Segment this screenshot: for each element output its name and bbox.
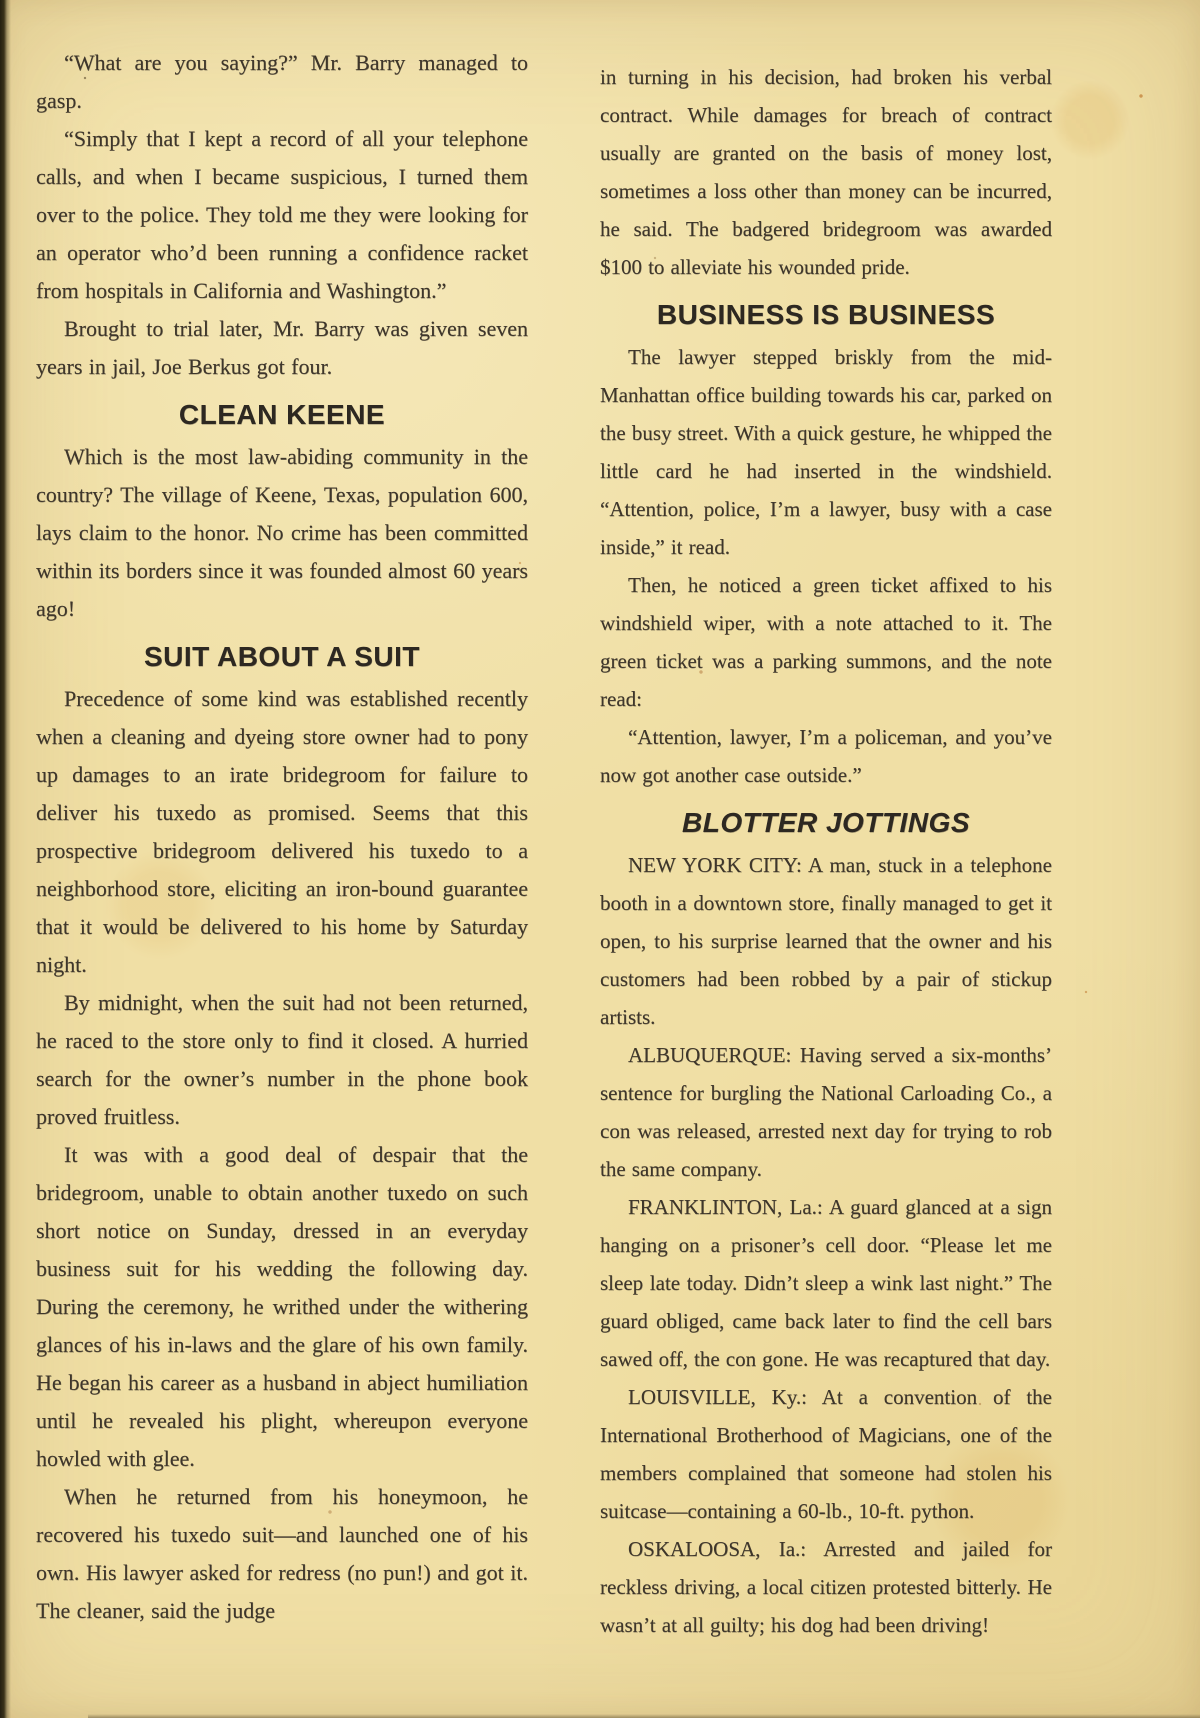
- story-paragraph: It was with a good deal of despair that the bridegroom, unable to obtain another tuxedo on such short notice on Sunday, dressed in an everyday business suit for his wedding the following day. During the ceremony, he writhed under the withering glances of his in-laws and the glare of his own family. He began his career as a husband in abject humiliation until he revealed his plight, whereupon everyone howled with glee.: [36, 1142, 528, 1471]
- story-paragraph: LOUISVILLE, Ky.: At a convention of the International Brotherhood of Magicians, one of the members complained that someone had stolen his suitcase—containing a 60-lb., 10-ft. python.: [600, 1385, 1052, 1523]
- heading-blotter-jottings: BLOTTER JOTTINGS: [682, 807, 970, 838]
- page-left-scan-edge: [0, 0, 11, 1718]
- heading-suit-about-a-suit: SUIT ABOUT A SUIT: [143, 641, 421, 672]
- story-paragraph: NEW YORK CITY: A man, stuck in a telephone booth in a downtown store, finally managed to get it open, to his surprise learned that the owner and his customers had been robbed by a pair of stickup artists.: [600, 853, 1052, 1029]
- story-paragraph: Precedence of some kind was established recently when a cleaning and dyeing store owner had to pony up damages to an irate bridegroom for failure to deliver his tuxedo as promised. Seems that this prospective bridegroom delivered his tuxedo to a neighborhood store, eliciting an iron-bound guarantee that it would be delivered to his home by Saturday night.: [36, 686, 528, 977]
- heading-clean-keene: CLEAN KEENE: [178, 399, 386, 430]
- story-paragraph: FRANKLINTON, La.: A guard glanced at a sign hanging on a prisoner’s cell door. “Please let me sleep late today. Didn’t sleep a wink last night.” The guard obliged, came back later to find the cell bars sawed off, the con gone. He was recaptured that day.: [600, 1195, 1052, 1371]
- story-paragraph: “Simply that I kept a record of all your telephone calls, and when I became suspicious, I turned them over to the police. They told me they were looking for an operator who’d been running a confidence racket from hospitals in California and Washington.”: [36, 126, 528, 303]
- text-columns: [36, 0, 1052, 1644]
- story-paragraph: “What are you saying?” Mr. Barry managed to gasp.: [36, 50, 528, 113]
- story-paragraph: “Attention, lawyer, I’m a policeman, and you’ve now got another case outside.”: [600, 725, 1052, 787]
- left-column: [36, 0, 528, 1644]
- right-column: [600, 0, 1052, 1644]
- story-paragraph: The lawyer stepped briskly from the mid-Manhattan office building towards his car, parked on the busy street. With a quick gesture, he whipped the little card he had inserted in the windshield. “Attention, police, I’m a lawyer, busy with a case inside,” it read.: [600, 345, 1052, 559]
- story-paragraph: Which is the most law-abiding community in the country? The village of Keene, Texas, population 600, lays claim to the honor. No crime has been committed within its borders since it was founded almost 60 years ago!: [36, 444, 528, 621]
- page-bottom-scan-edge: [88, 1714, 1200, 1718]
- story-paragraph: When he returned from his honeymoon, he recovered his tuxedo suit—and launched one of his own. His lawyer asked for redress (no pun!) and got it. The cleaner, said the judge: [36, 1484, 528, 1623]
- story-paragraph: Brought to trial later, Mr. Barry was given seven years in jail, Joe Berkus got four.: [36, 316, 528, 379]
- story-paragraph: in turning in his decision, had broken his verbal contract. While damages for breach of contract usually are granted on the basis of money lost, sometimes a loss other than money can be incurred, he said. The badgered bridegroom was awarded $100 to alleviate his wounded pride.: [600, 65, 1052, 279]
- story-paragraph: OSKALOOSA, Ia.: Arrested and jailed for reckless driving, a local citizen protested bitterly. He wasn’t at all guilty; his dog had been driving!: [600, 1537, 1052, 1637]
- story-paragraph: By midnight, when the suit had not been returned, he raced to the store only to find it closed. A hurried search for the owner’s number in the phone book proved fruitless.: [36, 990, 528, 1129]
- story-paragraph: Then, he noticed a green ticket affixed to his windshield wiper, with a note attached to it. The green ticket was a parking summons, and the note read:: [600, 573, 1052, 711]
- story-paragraph: ALBUQUERQUE: Having served a six-months’ sentence for burgling the National Carloading Co., a con was released, arrested next day for trying to rob the same company.: [600, 1043, 1052, 1181]
- heading-business-is-business: BUSINESS IS BUSINESS: [656, 299, 996, 330]
